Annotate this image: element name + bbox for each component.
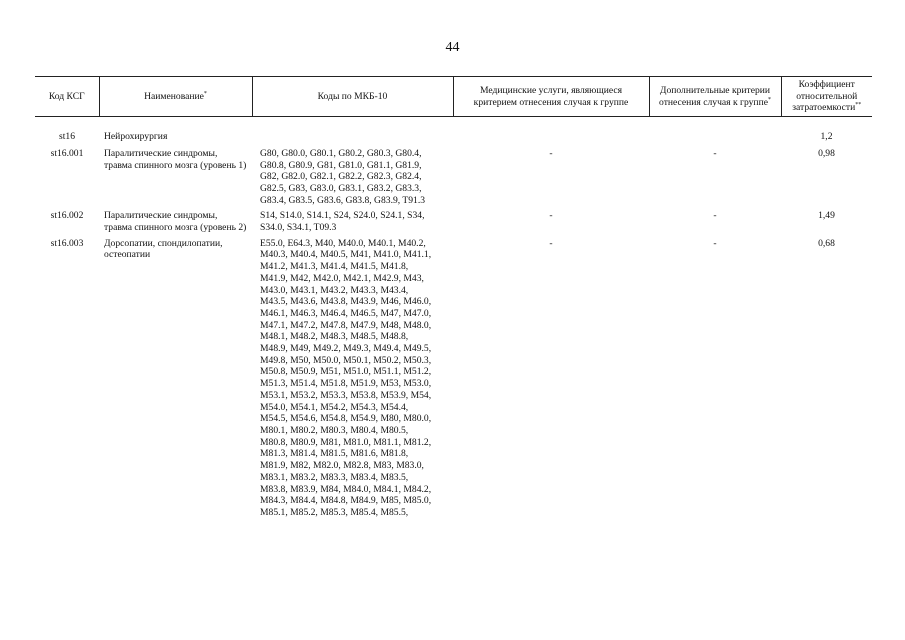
mkb-code-line: M84.3, M84.4, M84.8, M84.9, M85, M85.0, (260, 495, 432, 507)
mkb-code-line: M80.8, M80.9, M81, M81.0, M81.1, M81.2, (260, 436, 432, 448)
mkb-code-line: M81.3, M81.4, M81.5, M81.6, M81.8, (260, 448, 409, 460)
row-services: - (549, 147, 553, 159)
row-mkb-codes (252, 148, 453, 211)
header-coef-footnote-mark: ** (855, 102, 862, 109)
mkb-code-line: M47.1, M47.2, M47.8, M47.9, M48, M48.0, (260, 319, 432, 331)
mkb-code-line: G80.8, G80.9, G81, G81.0, G81.1, G81.9, (260, 159, 422, 171)
header-name-footnote-mark: * (203, 90, 207, 97)
page-number: 44 (445, 40, 460, 55)
row-code: st16.002 (50, 210, 84, 222)
mkb-code-line: M53.1, M53.2, M53.3, M53.8, M53.9, M54, (260, 389, 432, 401)
mkb-code-line: M50.8, M50.9, M51, M51.0, M51.1, M51.2, (260, 366, 432, 378)
row-mkb-codes (252, 210, 453, 237)
header-mkb: Коды по МКБ-10 (252, 77, 453, 117)
mkb-code-line: E55.0, E64.3, M40, M40.0, M40.1, M40.2, (260, 237, 426, 249)
mkb-code-line: G82.5, G83, G83.0, G83.1, G83.2, G83.3, (260, 182, 422, 194)
table-header-row (35, 77, 872, 117)
mkb-code-line: M54.0, M54.1, M54.2, M54.3, M54.4, (260, 401, 409, 413)
mkb-code-line: G82, G82.0, G82.1, G82.2, G82.3, G82.4, (260, 171, 422, 183)
header-name: Наименование* (99, 77, 252, 117)
header-criteria-footnote-mark: * (767, 96, 771, 103)
ksg-table (35, 76, 872, 523)
section-row (35, 117, 872, 148)
mkb-code-line: G83.4, G83.5, G83.6, G83.8, G83.9, T91.3 (260, 194, 426, 206)
row-name: Паралитические синдромы, травма спинного мозга (уровень 2) (104, 210, 247, 234)
mkb-code-line: M49.8, M50, M50.0, M50.1, M50.2, M50.3, (260, 354, 432, 366)
mkb-code-line: M43.0, M43.1, M43.2, M43.3, M43.4, (260, 284, 409, 296)
mkb-code-line: M51.3, M51.4, M51.8, M51.9, M53, M53.0, (260, 378, 432, 390)
mkb-code-line: M85.1, M85.2, M85.3, M85.4, M85.5, (260, 506, 409, 518)
row-criteria: - (713, 147, 717, 159)
mkb-code-line: S14, S14.0, S14.1, S24, S24.0, S24.1, S34, (260, 210, 425, 222)
mkb-code-line: M81.9, M82, M82.0, M82.8, M83, M83.0, (260, 460, 424, 472)
table-row (35, 210, 872, 237)
row-coef: 0,68 (818, 237, 835, 249)
mkb-code-line: S34.0, S34.1, T09.3 (260, 222, 337, 234)
mkb-code-line: M46.1, M46.3, M46.4, M46.5, M47, M47.0, (260, 307, 432, 319)
row-criteria: - (713, 210, 717, 222)
header-coef: Коэффициент относительной затратоемкости** (781, 77, 872, 117)
mkb-code-line: G80, G80.0, G80.1, G80.2, G80.3, G80.4, (260, 147, 422, 159)
mkb-code-line: M43.5, M43.6, M43.8, M43.9, M46, M46.0, (260, 296, 432, 308)
row-code: st16.003 (50, 237, 84, 249)
mkb-code-line: M54.5, M54.6, M54.8, M54.9, M80, M80.0, (260, 413, 432, 425)
header-code: Код КСГ (35, 77, 99, 117)
mkb-code-line: M41.9, M42, M42.0, M42.1, M42.9, M43, (260, 272, 424, 284)
row-coef: 1,49 (818, 210, 835, 222)
row-criteria: - (713, 237, 717, 249)
header-criteria: Дополнительные критерии отнесения случая к группе* (649, 77, 781, 117)
row-name: Дорсопатии, спондилопатии, остеопатии (104, 237, 223, 261)
section-code: st16 (59, 131, 75, 143)
row-services: - (549, 237, 553, 249)
mkb-code-line: M48.1, M48.2, M48.3, M48.5, M48.8, (260, 331, 409, 343)
mkb-code-line: M41.2, M41.3, M41.4, M41.5, M41.8, (260, 261, 409, 273)
row-coef: 0,98 (818, 147, 835, 159)
section-coef: 1,2 (820, 131, 833, 143)
mkb-code-line: M80.1, M80.2, M80.3, M80.4, M80.5, (260, 424, 409, 436)
mkb-code-line: M40.3, M40.4, M40.5, M41, M41.0, M41.1, (260, 249, 432, 261)
section-name: Нейрохирургия (104, 131, 168, 143)
row-mkb-codes (252, 238, 453, 523)
row-services: - (549, 210, 553, 222)
mkb-code-line: M83.1, M83.2, M83.3, M83.4, M83.5, (260, 471, 409, 483)
table-row (35, 148, 872, 211)
row-name: Паралитические синдромы, травма спинного мозга (уровень 1) (104, 147, 247, 171)
header-services: Медицинские услуги, являющиеся критерием отнесения случая к группе (453, 77, 649, 117)
row-code: st16.001 (50, 147, 84, 159)
mkb-code-line: M83.8, M83.9, M84, M84.0, M84.1, M84.2, (260, 483, 432, 495)
mkb-code-line: M48.9, M49, M49.2, M49.3, M49.4, M49.5, (260, 343, 432, 355)
table-row (35, 238, 872, 523)
